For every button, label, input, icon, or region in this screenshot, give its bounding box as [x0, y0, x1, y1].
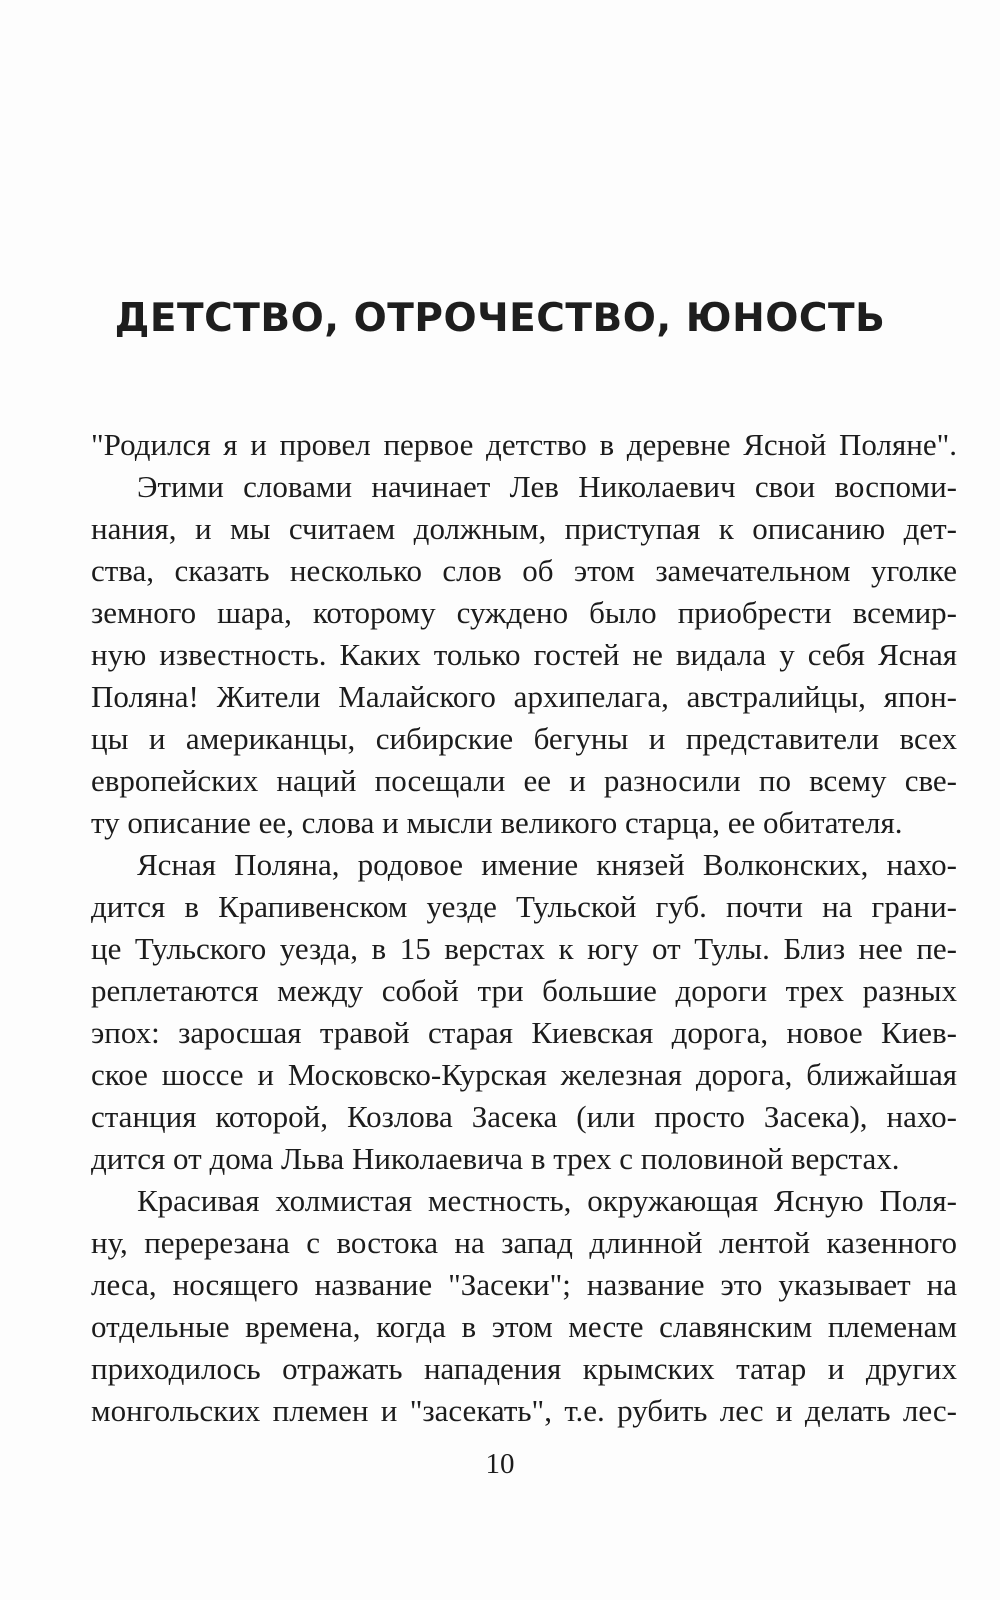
text-line: монгольских племен и "засекать", т.е. рубить лес и делать лес-	[91, 1393, 957, 1428]
text-line: дится в Крапивенском уезде Тульской губ. почти на грани-	[91, 889, 957, 924]
text-line: це Тульского уезда, в 15 верстах к югу от Тулы. Близ нее пе-	[91, 931, 957, 966]
text-line: отдельные времена, когда в этом месте славянским племенам	[91, 1309, 957, 1344]
body-text	[91, 424, 957, 1432]
text-line: цы и американцы, сибирские бегуны и представители всех	[91, 721, 957, 756]
text-line: ную известность. Каких только гостей не видала у себя Ясная	[91, 637, 957, 672]
text-line: "Родился я и провел первое детство в деревне Ясной Поляне".	[91, 427, 957, 462]
text-line: леса, носящего название "Засеки"; название это указывает на	[91, 1267, 957, 1302]
text-line: ское шоссе и Московско-Курская железная дорога, ближайшая	[91, 1057, 957, 1092]
text-line: станция которой, Козлова Засека (или просто Засека), нахо-	[91, 1099, 957, 1134]
text-line: приходилось отражать нападения крымских татар и других	[91, 1351, 957, 1386]
text-line: ства, сказать несколько слов об этом замечательном уголке	[91, 553, 957, 588]
text-line: европейских наций посещали ее и разносили по всему све-	[91, 763, 957, 798]
text-line: эпох: заросшая травой старая Киевская дорога, новое Киев-	[91, 1015, 957, 1050]
text-line: нания, и мы считаем должным, приступая к описанию дет-	[91, 511, 957, 546]
text-line: Поляна! Жители Малайского архипелага, австралийцы, япон-	[91, 679, 957, 714]
text-line: Этими словами начинает Лев Николаевич свои воспоми-	[137, 469, 957, 504]
text-line: Ясная Поляна, родовое имение князей Волконских, нахо-	[137, 847, 957, 882]
chapter-title: ДЕТСТВО, ОТРОЧЕСТВО, ЮНОСТЬ	[114, 296, 886, 341]
text-line: ту описание ее, слова и мысли великого старца, ее обитателя.	[91, 805, 903, 840]
text-line: дится от дома Льва Николаевича в трех с половиной верстах.	[91, 1141, 900, 1176]
text-line: Красивая холмистая местность, окружающая Ясную Поля-	[137, 1183, 957, 1218]
text-line: земного шара, которому суждено было приобрести всемир-	[91, 595, 957, 630]
page-number: 10	[485, 1448, 515, 1480]
text-line: реплетаются между собой три большие дороги трех разных	[91, 973, 957, 1008]
text-line: ну, перерезана с востока на запад длинной лентой казенного	[91, 1225, 957, 1260]
